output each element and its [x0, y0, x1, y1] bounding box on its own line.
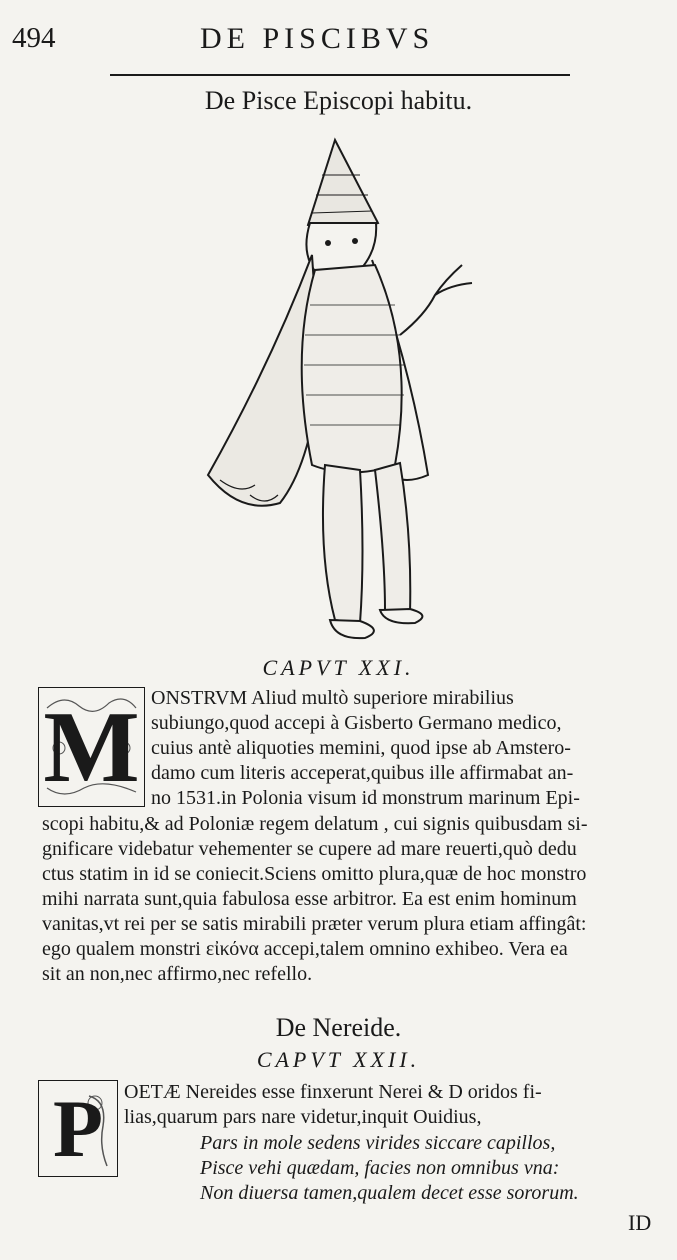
chapter-heading-xxi: CAPVT XXI. — [262, 655, 415, 680]
verse-line: Pisce vehi quædam, facies non omnibus vna: — [200, 1157, 560, 1179]
text-line: no 1531.in Polonia visum id monstrum marinum Epi- — [151, 787, 580, 809]
text-line: ctus statim in id se coniecit.Sciens omitto plura,quæ de hoc monstro — [42, 863, 587, 885]
header-rule — [110, 74, 570, 76]
initial-letter-m: M — [43, 690, 140, 804]
running-title: DE PISCIBVS — [200, 22, 435, 55]
catchword: ID — [628, 1210, 652, 1235]
verse-line: Non diuersa tamen,qualem decet esse sororum. — [200, 1182, 579, 1204]
text-line: damo cum literis acceperat,quibus ille affirmabat an- — [151, 762, 574, 784]
text-line: scopi habitu,& ad Poloniæ regem delatum , cui signis quibusdam si- — [42, 813, 588, 835]
text-line: ONSTRVM Aliud multò superiore mirabilius — [151, 687, 514, 709]
verse-line: Pars in mole sedens virides siccare capillos, — [200, 1132, 556, 1154]
text-line: subiungo,quod accepi à Gisberto Germano medico, — [151, 712, 562, 734]
section-title-nereide: De Nereide. — [275, 1013, 402, 1042]
bishop-fish-woodcut — [200, 135, 490, 650]
page-number: 494 — [12, 22, 56, 54]
text-line: lias,quarum pars nare videtur,inquit Ouidius, — [124, 1106, 482, 1128]
initial-letter-p: P — [52, 1082, 104, 1174]
chapter-heading-xxii: CAPVT XXII. — [256, 1047, 421, 1072]
text-line: gnificare videbatur vehementer se cupere ad mare reuerti,quò dedu — [42, 838, 577, 860]
text-line: sit an non,nec affirmo,nec refello. — [42, 963, 313, 985]
decorated-initial-p — [38, 1080, 118, 1177]
text-line: OETÆ Nereides esse finxerunt Nerei & D oridos fi- — [124, 1081, 542, 1103]
text-line: ego qualem monstri εἰκόνα accepi,talem omnino exhibeo. Vera ea — [42, 938, 568, 960]
decorated-initial-m — [38, 687, 145, 807]
text-line: mihi narrata sunt,quia fabulosa esse arbitror. Ea est enim hominum — [42, 888, 577, 910]
text-line: vanitas,vt rei per se satis mirabili præter verum plura etiam affingât: — [42, 913, 587, 935]
section-title-episcopi: De Pisce Episcopi habitu. — [204, 86, 473, 115]
text-line: cuius antè aliquoties memini, quod ipse ab Amstero- — [151, 737, 571, 759]
